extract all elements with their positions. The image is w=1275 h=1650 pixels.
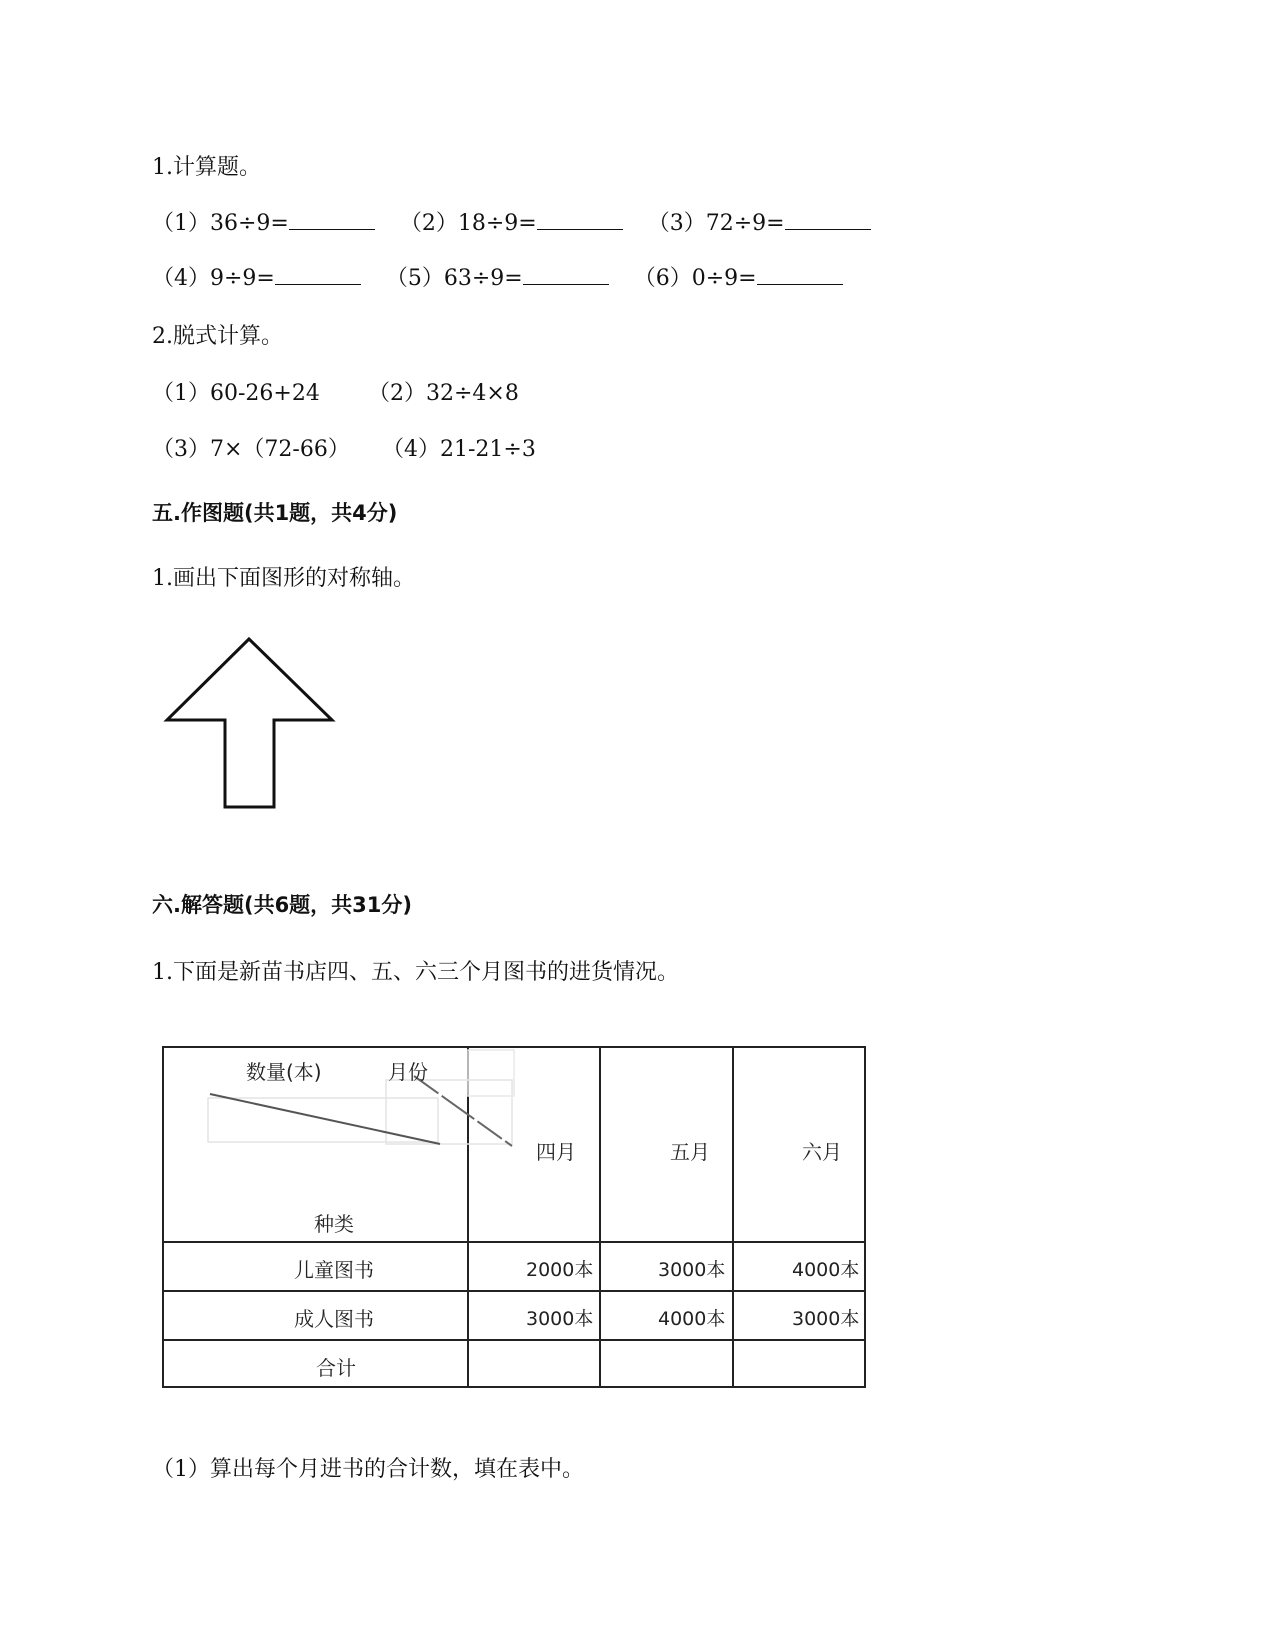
cell-value: 4000本	[792, 1259, 860, 1281]
answer-blank[interactable]	[523, 266, 609, 285]
answer-blank[interactable]	[785, 211, 871, 230]
calc-item-2: （2）18÷9=	[399, 211, 537, 236]
question-bookstore: 1.下面是新苗书店四、五、六三个月图书的进货情况。	[152, 960, 679, 985]
answer-blank[interactable]	[757, 266, 843, 285]
cell-value: 3000本	[792, 1308, 860, 1330]
question-title-calc: 1.计算题。	[152, 155, 261, 180]
calc-row-2	[152, 261, 861, 292]
month-header-may: 五月	[670, 1140, 710, 1164]
arrow-figure	[160, 636, 340, 816]
calc-item-5: （5）63÷9=	[385, 266, 523, 291]
answer-blank[interactable]	[289, 211, 375, 230]
stepwise-row-1	[152, 376, 519, 407]
stepwise-item-3: （3）7×（72-66）	[152, 437, 350, 462]
month-header-april: 四月	[536, 1140, 576, 1164]
table-grid	[162, 1046, 866, 1388]
calc-item-4: （4）9÷9=	[152, 266, 275, 291]
answer-blank[interactable]	[275, 266, 361, 285]
answer-blank[interactable]	[537, 211, 623, 230]
cell-value: 4000本	[658, 1308, 726, 1330]
corner-quantity-label: 数量(本)	[246, 1060, 322, 1084]
subquestion-fill-totals: （1）算出每个月进书的合计数，填在表中。	[152, 1457, 584, 1482]
month-header-june: 六月	[802, 1140, 842, 1164]
section-heading-drawing: 五.作图题(共1题，共4分)	[152, 501, 398, 525]
row-label-children-books: 儿童图书	[294, 1258, 374, 1282]
question-symmetry-axis: 1.画出下面图形的对称轴。	[152, 566, 415, 591]
cell-value: 3000本	[526, 1308, 594, 1330]
cell-value: 2000本	[526, 1259, 594, 1281]
calc-row-1	[152, 206, 889, 237]
calc-item-1: （1）36÷9=	[152, 211, 289, 236]
stepwise-row-2	[152, 432, 536, 463]
stepwise-item-2: （2）32÷4×8	[368, 381, 519, 406]
calc-item-6: （6）0÷9=	[633, 266, 757, 291]
corner-kind-label: 种类	[314, 1212, 354, 1236]
section-heading-answers: 六.解答题(共6题，共31分)	[152, 893, 413, 917]
cell-value: 3000本	[658, 1259, 726, 1281]
question-title-stepwise: 2.脱式计算。	[152, 324, 283, 349]
corner-month-label: 月份	[388, 1060, 428, 1084]
calc-item-3: （3）72÷9=	[647, 211, 785, 236]
book-stock-table	[162, 1046, 866, 1388]
row-label-total: 合计	[316, 1356, 356, 1380]
stepwise-item-1: （1）60-26+24	[152, 381, 320, 406]
stepwise-item-4: （4）21-21÷3	[382, 437, 536, 462]
row-label-adult-books: 成人图书	[294, 1307, 374, 1331]
